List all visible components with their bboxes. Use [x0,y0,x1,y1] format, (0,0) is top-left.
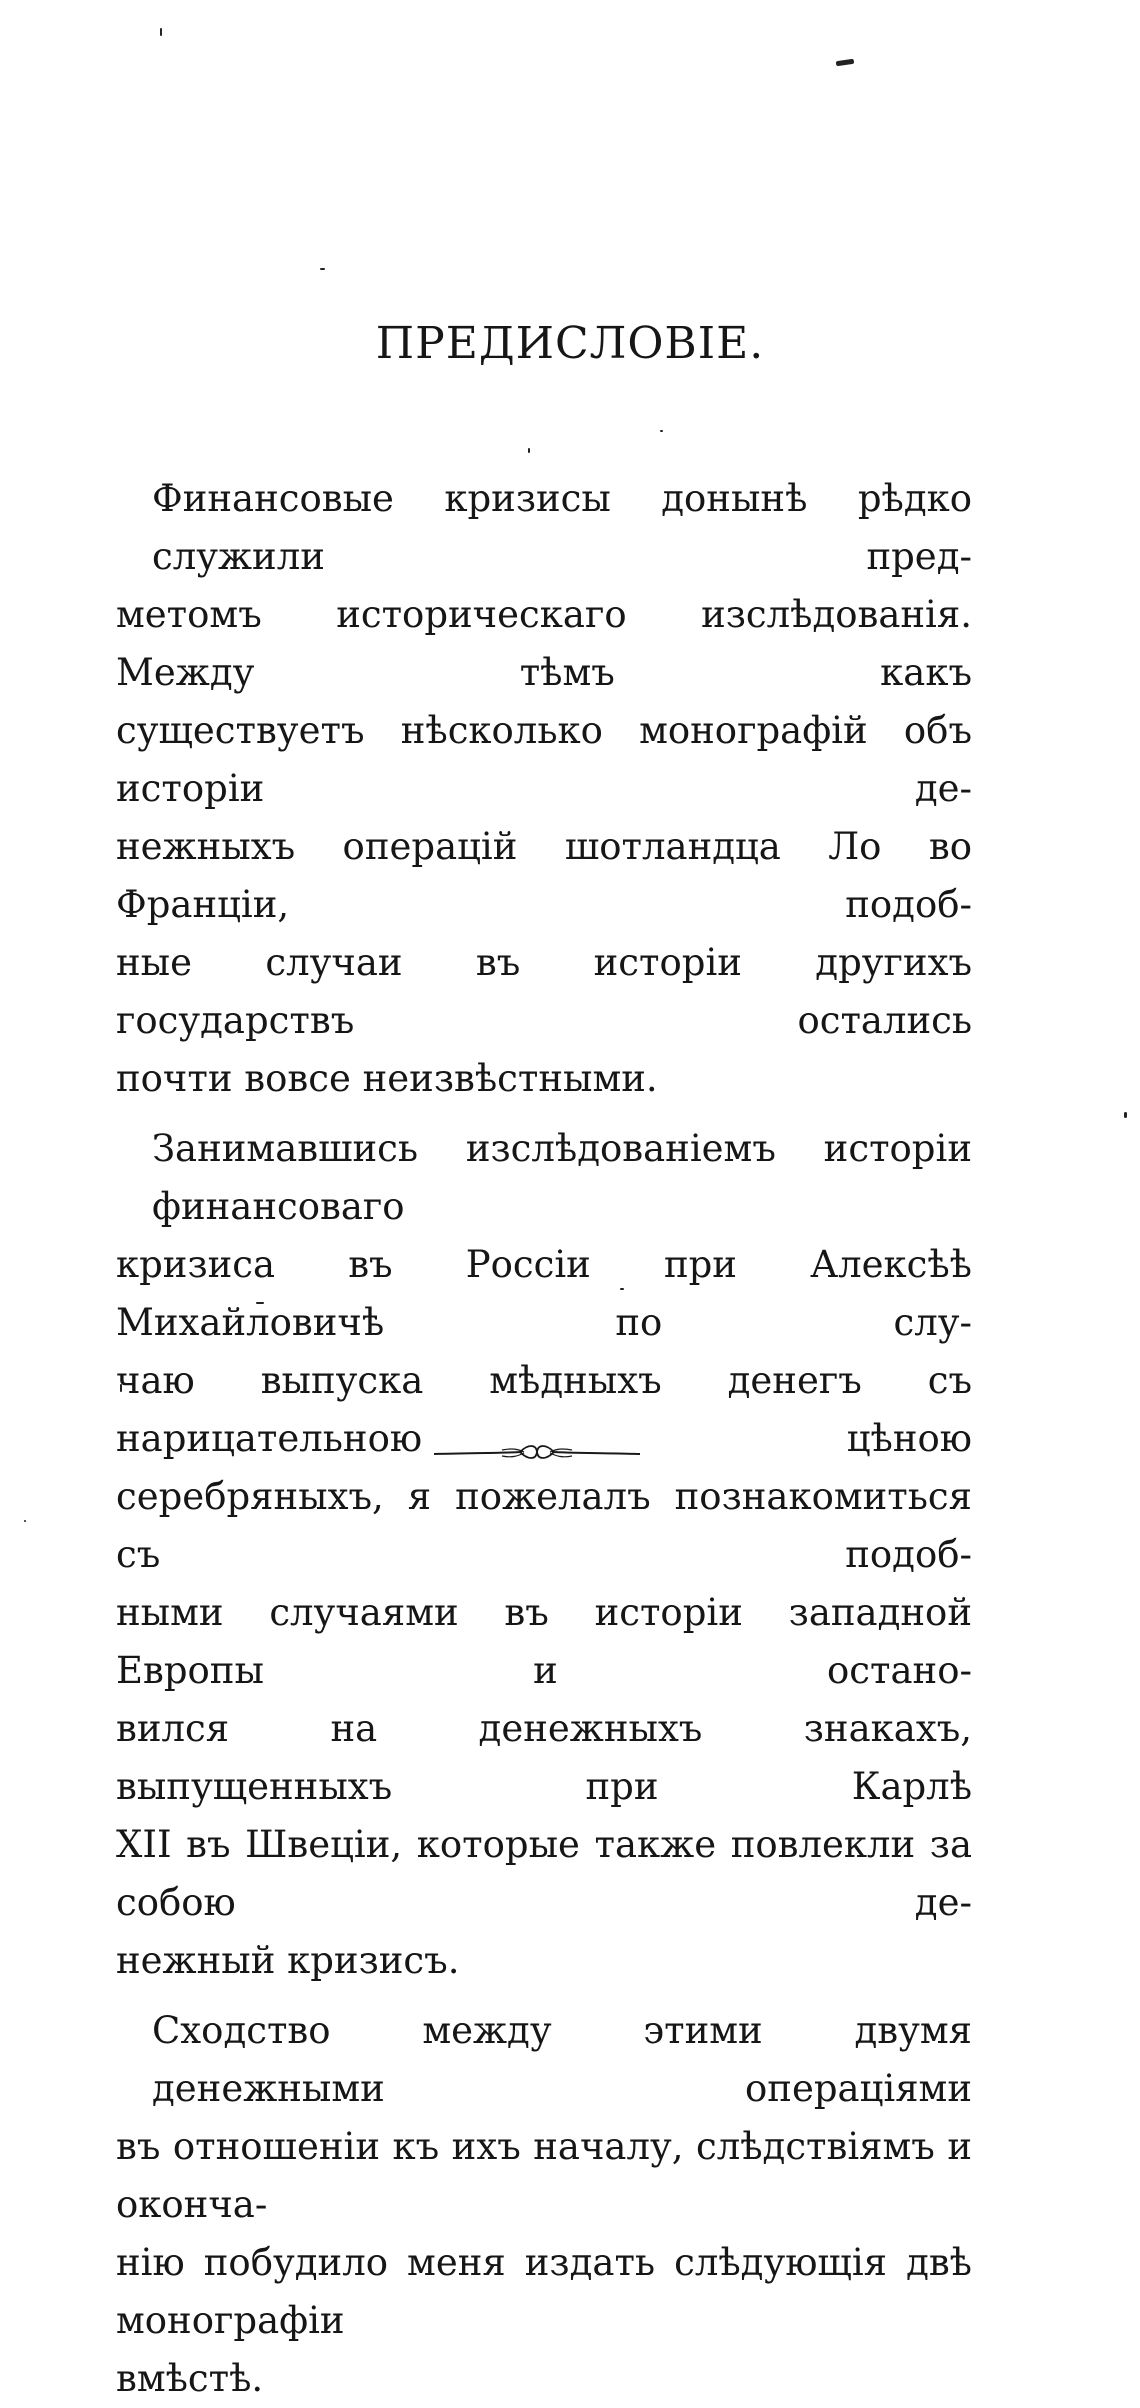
text-line: Сходство между этими двумя денежными операціями [152,2009,972,2110]
page-title: ПРЕДИСЛОВІЕ. [375,318,765,369]
speck [160,28,162,36]
text-line: существуетъ нѣсколько монографій объ исторіи де- [116,709,972,810]
speck [320,268,325,270]
text-line: вмѣстѣ. [116,2357,264,2400]
paragraph [116,1120,972,1990]
text-line: Занимавшись изслѣдованіемъ исторіи финансоваго [152,1127,972,1228]
text-line: въ отношеніи къ ихъ началу, слѣдствіямъ и оконча- [116,2125,972,2226]
speck [24,1520,26,1522]
speck [1124,1112,1127,1118]
text-line: ными случаями въ исторіи западной Европы и остано- [116,1591,972,1692]
ornament-divider [432,1440,642,1464]
text-line: XII въ Швеціи, которые также повлекли за собою де- [116,1823,972,1924]
text-line: Финансовые кризисы донынѣ рѣдко служили пред- [152,477,972,578]
paragraph [116,470,972,1108]
speck [660,430,663,432]
text-line: вился на денежныхъ знакахъ, выпущенныхъ при Карлѣ [116,1707,972,1808]
text-line: серебряныхъ, я пожелалъ познакомиться съ подоб- [116,1475,972,1576]
preface-text [116,470,972,2408]
paragraph [116,2002,972,2408]
text-line: нежныхъ операцій шотландца Ло во Франціи, подоб- [116,825,972,926]
text-line: нежный кризисъ. [116,1939,460,1982]
text-line: кризиса въ Россіи при Алексѣѣ Михайловичѣ по слу- [116,1243,972,1344]
text-line: ные случаи въ исторіи другихъ государствъ остались [116,941,972,1042]
text-line: нію побудило меня издать слѣдующія двѣ монографіи [116,2241,972,2342]
text-line: почти вовсе неизвѣстными. [116,1057,658,1100]
text-line: метомъ историческаго изслѣдованія. Между тѣмъ какъ [116,593,972,694]
speck [528,448,530,453]
ink-mark [836,59,855,66]
text-line: чаю выпуска мѣдныхъ денегъ съ нарицательною цѣною [116,1359,972,1460]
